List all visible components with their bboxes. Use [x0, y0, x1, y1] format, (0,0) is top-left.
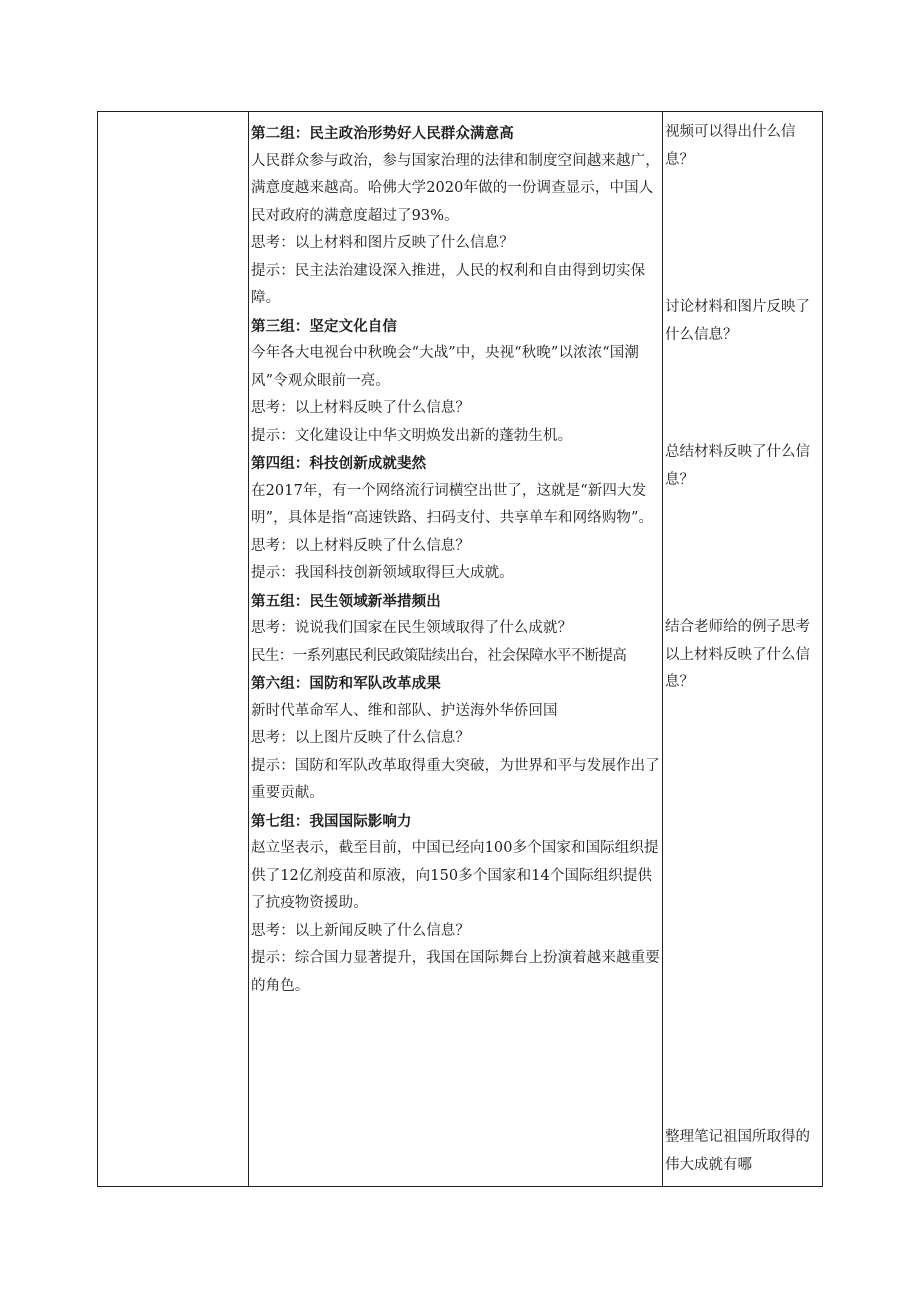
group6-think: 思考：以上图片反映了什么信息？ [251, 730, 470, 746]
group4-hint: 提示：我国科技创新领域取得巨大成就。 [251, 565, 514, 581]
lesson-table [97, 111, 823, 1187]
left-column [98, 112, 249, 1186]
side-note-video: 视频可以得出什么信息？ [665, 124, 796, 168]
content-text [251, 120, 663, 1000]
group5-think: 思考：说说我们国家在民生领域取得了什么成就？ [251, 620, 573, 636]
group5-title: 第五组：民生领域新举措频出 [251, 592, 441, 610]
activity-column [663, 112, 822, 1186]
group6-title: 第六组：国防和军队改革成果 [251, 675, 441, 692]
group6-material: 新时代革命军人、维和部队、护送海外华侨回国 [251, 702, 558, 719]
side-note-discuss: 讨论材料和图片反映了什么信息？ [665, 299, 810, 343]
group5-hint: 民生：一系列惠民利民政策陆续出台，社会保障水平不断提高 [251, 647, 627, 664]
group2-material: 人民群众参与政治，参与国家治理的法律和制度空间越来越广，满意度越来越高。哈佛大学2020年做的一份调查显示，中国人民对政府的满意度超过了93%。 [251, 152, 660, 224]
group7-material: 赵立坚表示，截至目前，中国已经向100多个国家和国际组织提供了12亿剂疫苗和原液，向150多个国家和14个国际组织提供了抗疫物资援助。 [251, 840, 659, 911]
group3-think: 思考：以上材料反映了什么信息？ [251, 400, 470, 416]
group3-hint: 提示：文化建设让中华文明焕发出新的蓬勃生机。 [251, 427, 573, 444]
group3-material: 今年各大电视台中秋晚会“大战”中，央视“秋晚”以浓浓“国潮风”令观众眼前一亮。 [251, 345, 639, 389]
group4-material: 在2017年，有一个网络流行词横空出世了，这就是“新四大发明”，具体是指“高速铁路、扫码支付、共享单车和网络购物”。 [251, 482, 654, 526]
group7-hint: 提示：综合国力显著提升，我国在国际舞台上扮演着越来越重要的角色。 [251, 950, 660, 994]
group6-hint: 提示：国防和军队改革取得重大突破，为世界和平与发展作出了重要贡献。 [251, 757, 660, 801]
group4-title: 第四组：科技创新成就斐然 [251, 455, 427, 472]
group2-title: 第二组：民主政治形势好人民群众满意高 [251, 125, 514, 142]
side-note-summarize: 总结材料反映了什么信息？ [665, 444, 810, 488]
group2-think: 思考：以上材料和图片反映了什么信息？ [251, 235, 514, 251]
group7-title: 第七组：我国国际影响力 [251, 812, 412, 830]
group7-think: 思考：以上新闻反映了什么信息？ [251, 922, 470, 939]
group2-hint: 提示：民主法治建设深入推进，人民的权利和自由得到切实保障。 [251, 262, 646, 306]
group4-think: 思考：以上材料反映了什么信息？ [251, 537, 470, 554]
content-column [249, 112, 663, 1186]
side-note-notes: 整理笔记祖国所取得的伟大成就有哪 [665, 1129, 810, 1173]
side-note-example: 结合老师给的例子思考以上材料反映了什么信息？ [665, 619, 810, 690]
group3-title: 第三组：坚定文化自信 [251, 317, 397, 335]
